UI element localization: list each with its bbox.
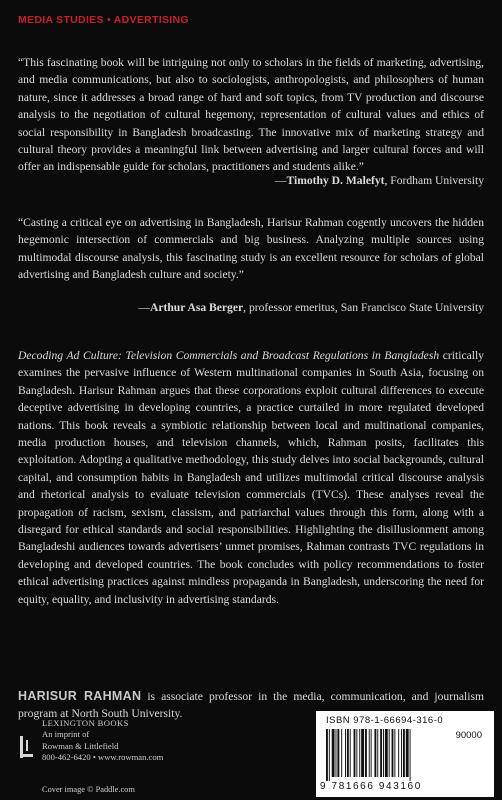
barcode-bar (410, 729, 411, 781)
barcode-bar (350, 729, 351, 777)
barcode-bar (337, 729, 339, 777)
publisher-line-2: Rowman & Littlefield (42, 740, 119, 751)
category-label: MEDIA STUDIES • ADVERTISING (18, 14, 189, 26)
author-bio-text: is associate professor in the media, communication, and journalism program at North South University. (18, 690, 484, 721)
barcode-bar (345, 729, 346, 777)
publisher-line-1: An imprint of (42, 729, 90, 740)
publisher-name: LEXINGTON BOOKS (42, 718, 129, 728)
barcode-bar (392, 729, 394, 777)
isbn-text: ISBN 978-1-66694-316-0 (326, 715, 444, 726)
endorser-affiliation: , professor emeritus, San Francisco State University (243, 301, 484, 314)
barcode-bar (365, 729, 367, 777)
barcode-bar (336, 729, 337, 777)
endorser-name: Timothy D. Malefyt (286, 174, 385, 187)
barcode-bar (401, 729, 402, 777)
barcode-bar (374, 729, 376, 777)
author-name: HARISUR RAHMAN (18, 689, 142, 703)
barcode-bar (359, 729, 360, 777)
quote-text: “This fascinating book will be intriguing not only to scholars in the fields of marketing, advertising, and media communications, but also to sociologists, anthropologists, and philosophers of human nature, since it addresses a broad range of hard and soft topics, from TV production and discourse analysis to the negotiation of cultural hegemony, representation of cultural values and ethics of social responsibility in Bangladesh broadcasting. The innovative mix of marketing strategy and cultural theory provides a meaningful link between advertising and larger cultural forces and will offer an indispensable guide for scholars, practitioners and students alike.” (18, 56, 484, 174)
barcode-bar (371, 729, 372, 777)
publisher-text (42, 718, 222, 764)
barcode-bar (369, 729, 370, 777)
barcode-bar (326, 729, 328, 781)
barcode-bar (394, 729, 395, 777)
cover-credit: Cover image © Paddle.com (42, 785, 135, 794)
isbn-barcode (316, 711, 494, 797)
barcode-bar (356, 729, 357, 777)
barcode-bar (377, 729, 378, 777)
barcode-bars-icon (326, 729, 446, 781)
book-title: Decoding Ad Culture: Television Commercials and Broadcast Regulations in Bangladesh (18, 349, 440, 362)
quote-text: “Casting a critical eye on advertising in Bangladesh, Harisur Rahman cogently uncovers the hidden hegemonic intersection of commercials and big business. Analyzing multiple sources using multimodal discourse analysis, this fascinating study is an excellent resource for scholars of global advertising and Bangladesh culture and society.” (18, 216, 484, 282)
barcode-bar (361, 729, 364, 777)
publisher-contact: 800-462-6420 • www.rowman.com (42, 752, 164, 763)
endorser-affiliation: , Fordham University (384, 174, 484, 187)
barcode-bar (383, 729, 384, 777)
description-body: critically examines the pervasive influence of Western multinational companies in South Asia, focusing on Bangladesh. Harisur Rahman argues that these corporations exploit cultural differences to execute deceptive advertising in developing countries, a practice curtailed in more regulated developed nations. This book reveals a symbiotic relationship between local and multinational companies, media production houses, and television channels, which, Rahman posits, facilitates this exploitation. Adopting a qualitative methodology, this study delves into social backgrounds, cultural capital, and consumption habits in Bangladesh and utilizes multimodal critical discourse analysis and rhetorical analysis to evaluate television commercials (TVCs). These analyses reveal the propagation of racism, sexism, classism, and patriarchal values through this form, along with a disregard for ethical standards and social responsibilities. Highlighting the disillusionment among Bangladeshi audiences towards advertisers’ unmet promises, Rahman contrasts TVC regulations in developing and developed countries. The book concludes with policy recommendations to foster ethical advertising practices against mindless propaganda in Bangladesh, underscoring the need for equity, equality, and inclusivity in advertising standards. (18, 349, 484, 606)
barcode-bar (403, 729, 405, 777)
endorsement-quote-2 (18, 214, 484, 284)
ean-digits: 9 781666 943160 (320, 781, 422, 792)
barcode-bar (347, 729, 349, 777)
barcode-bar (389, 729, 390, 777)
barcode-bar (406, 729, 409, 777)
barcode-bar (341, 729, 342, 777)
lexington-logo-icon (18, 736, 34, 758)
attribution-dash: — (274, 174, 287, 187)
barcode-bar (380, 729, 382, 777)
price-code: 90000 (455, 730, 482, 741)
endorsement-attribution-1 (18, 172, 484, 189)
barcode-bar (385, 729, 388, 777)
barcode-bar (329, 729, 330, 781)
endorsement-quote-1 (18, 54, 484, 176)
endorser-name: Arthur Asa Berger (149, 301, 244, 314)
endorsement-attribution-2 (18, 299, 484, 316)
barcode-bar (332, 729, 335, 777)
barcode-bar (398, 729, 399, 777)
attribution-dash: — (138, 301, 150, 314)
book-description (18, 347, 484, 608)
barcode-bar (354, 729, 356, 777)
